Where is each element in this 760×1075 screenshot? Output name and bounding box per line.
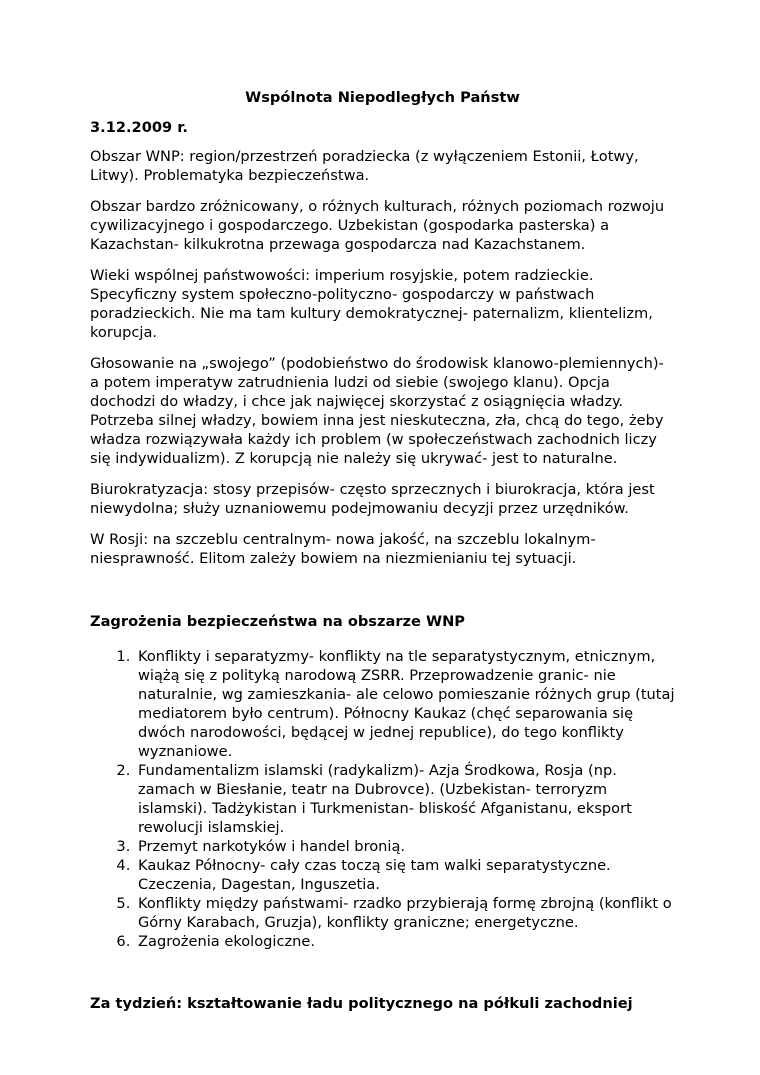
paragraph-statehood: Wieki wspólnej państwowości: imperium rosyjskie, potem radzieckie. Specyficzny system społeczno-polityczno- gospodarczy w państwach poradzieckich. Nie ma tam kultury demokratycznej- paternalizm, klientelizm, korupcja.	[90, 267, 653, 341]
list-item: 5. Konflikty między państwami- rzadko przybierają formę zbrojną (konflikt o Górny Karabach, Gruzja), konflikty graniczne; energetyczne.	[135, 894, 675, 932]
list-item: 2. Fundamentalizm islamski (radykalizm)- Azja Środkowa, Rosja (np. zamach w Biesłanie, teatr na Dubrovce). (Uzbekistan- terroryzm islamski). Tadżykistan i Turkmenistan- bliskość Afganistanu, eksport rewolucji islamskiej.	[135, 761, 675, 837]
section-heading-threats: Zagrożenia bezpieczeństwa na obszarze WNP	[90, 613, 465, 630]
document-title: Wspólnota Niepodległych Państw	[245, 89, 520, 106]
paragraph-diversity: Obszar bardzo zróżnicowany, o różnych kulturach, różnych poziomach rozwoju cywilizacyjnego i gospodarczego. Uzbekistan (gospodarka pasterska) a Kazachstan- kilkukrotna przewaga gospodarcza nad Kazachstanem.	[90, 198, 665, 253]
document-body	[90, 88, 675, 1013]
threats-list	[90, 647, 675, 951]
list-item: 4. Kaukaz Północny- cały czas toczą się tam walki separatystyczne. Czeczenia, Dagestan, Inguszetia.	[135, 856, 675, 894]
next-week-heading: Za tydzień: kształtowanie ładu politycznego na półkuli zachodniej	[90, 995, 633, 1012]
paragraph-bureaucracy: Biurokratyzacja: stosy przepisów- często sprzecznych i biurokracja, która jest niewydolna; służy uznaniowemu podejmowaniu decyzji przez urzędników.	[90, 481, 655, 517]
paragraph-wnp-area: Obszar WNP: region/przestrzeń poradziecka (z wyłączeniem Estonii, Łotwy, Litwy). Problematyka bezpieczeństwa.	[90, 148, 639, 184]
list-item: 3. Przemyt narkotyków i handel bronią.	[135, 837, 675, 856]
paragraph-russia: W Rosji: na szczeblu centralnym- nowa jakość, na szczeblu lokalnym- niesprawność. Elitom zależy bowiem na niezmienianiu tej sytuacji.	[90, 531, 596, 567]
document-date: 3.12.2009 r.	[90, 119, 188, 136]
list-item: 6. Zagrożenia ekologiczne.	[135, 932, 675, 951]
list-item: 1. Konflikty i separatyzmy- konflikty na tle separatystycznym, etnicznym, wiążą się z polityką narodową ZSRR. Przeprowadzenie granic- nie naturalnie, wg zamieszkania- ale celowo pomieszanie różnych grup (tutaj mediatorem było centrum). Północny Kaukaz (chęć separowania się dwóch narodowości, będącej w jednej republice), do tego konflikty wyznaniowe.	[135, 647, 675, 761]
paragraph-voting: Głosowanie na „swojego” (podobieństwo do środowisk klanowo-plemiennych)- a potem imperatyw zatrudnienia ludzi od siebie (swojego klanu). Opcja dochodzi do władzy, i chce jak najwięcej skorzystać z osiągnięcia władzy. Potrzeba silnej władzy, bowiem inna jest nieskuteczna, zła, chcą do tego, żeby władza rozwiązywała każdy ich problem (w społeczeństwach zachodnich liczy się indywidualizm). Z korupcją nie należy się ukrywać- jest to naturalne.	[90, 355, 664, 467]
